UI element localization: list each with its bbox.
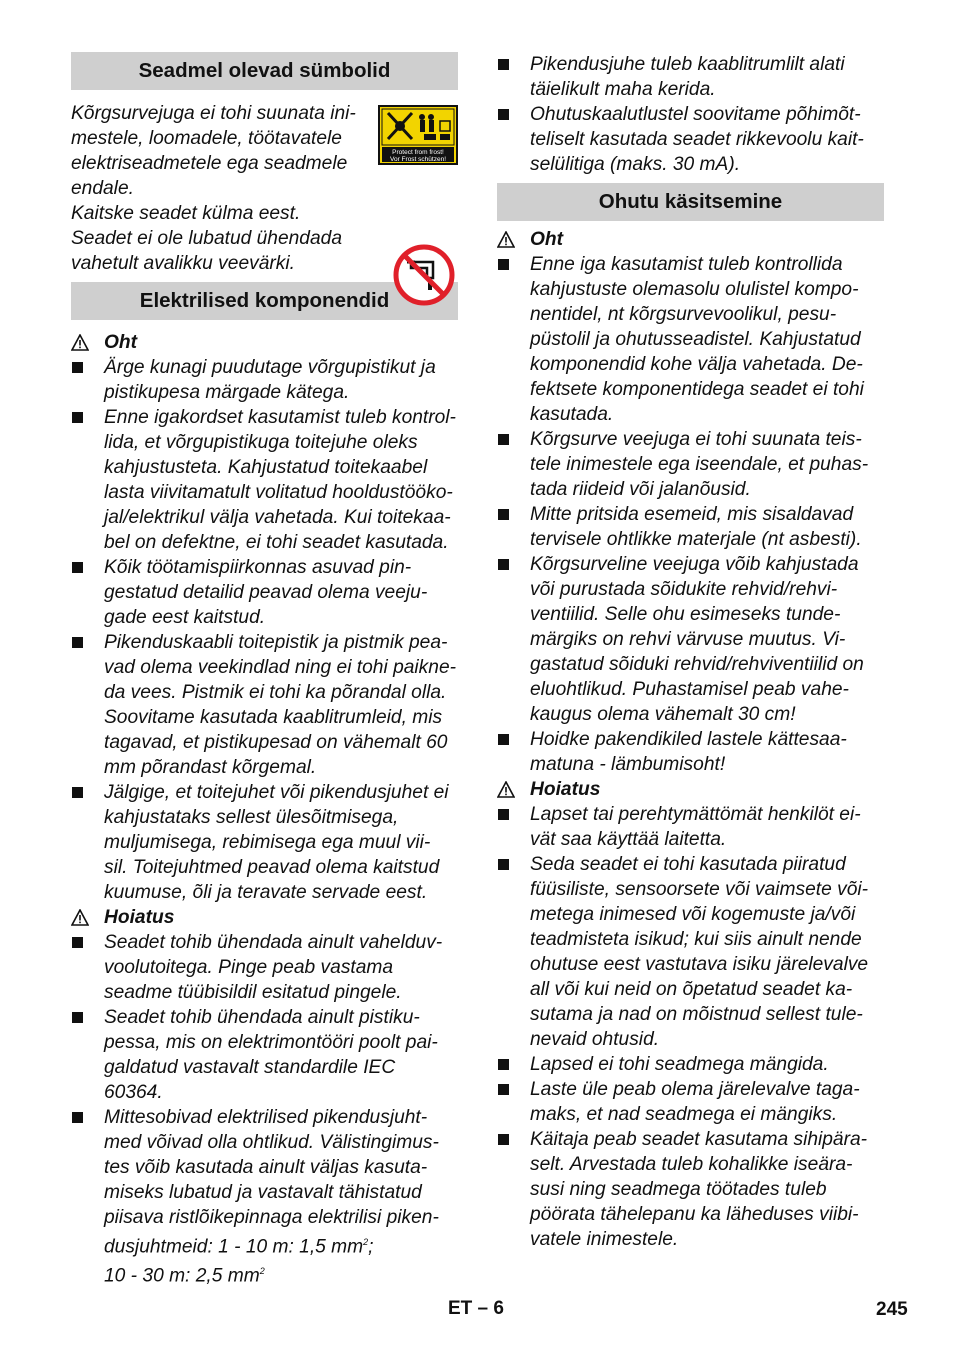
square-bullet-icon <box>72 562 83 573</box>
square-bullet-icon <box>498 259 509 270</box>
footer-section-label: ET – 6 <box>448 1298 504 1319</box>
list-item: Lapsed ei tohi seadmega mängida. <box>497 1052 884 1077</box>
list-item: Mitte pritsida esemeid, mis sisaldavad tervisele ohtlikke materjale (nt asbesti). <box>497 502 884 552</box>
list-item: Kõrgsurveline veejuga võib kahjustada või purustada sõidukite rehvid/rehvi- ventiilid. Selle ohu esimeseks tunde- märgiks on rehvi värvuse muutus. Vi- gastatud sõiduki rehvid/rehviventiilid on eluohtlikud. Puhastamisel peab vahe- kaugus olema vähemalt 30 cm! <box>497 552 884 727</box>
symbols-section <box>71 101 458 201</box>
square-bullet-icon <box>72 787 83 798</box>
list-item: Laste üle peab olema järelevalve taga- maks, et nad seadmega ei mängiks. <box>497 1077 884 1127</box>
square-bullet-icon <box>498 859 509 870</box>
symbols-heading: Seadmel olevad sümbolid <box>71 52 458 90</box>
safe-handling-heading: Ohutu käsitsemine <box>497 183 884 221</box>
list-item: Hoidke pakendikiled lastele kättesaa- matuna - lämbumisoht! <box>497 727 884 777</box>
list-item: Kõik töötamispiirkonnas asuvad pin- gestatud detailid peavad olema veeju- gade eest kaitstud. <box>71 555 458 630</box>
square-bullet-icon <box>498 1059 509 1070</box>
square-bullet-icon <box>498 809 509 820</box>
square-bullet-icon <box>498 1134 509 1145</box>
warning-triangle-icon <box>497 780 515 797</box>
square-bullet-icon <box>72 1012 83 1023</box>
square-bullet-icon <box>498 109 509 120</box>
square-bullet-icon <box>72 637 83 648</box>
square-bullet-icon <box>72 362 83 373</box>
list-item: Seadet tohib ühendada ainult vahelduv- voolutoitega. Pinge peab vastama seadme tüübisildil esitatud pingele. <box>71 930 458 1005</box>
no-direct-water-connection-symbol <box>393 244 455 306</box>
symbols-paragraph-2: Kaitske seadet külma eest. <box>71 203 301 224</box>
square-bullet-icon <box>498 509 509 520</box>
electrical-heading: Elektrilised komponendid <box>71 282 458 320</box>
footer-page-number: 245 <box>876 1299 908 1320</box>
list-item: Lapset tai perehtymättömät henkilöt ei- vät saa käyttää laitetta. <box>497 802 884 852</box>
symbols-paragraph-3: Seadet ei ole lubatud ühendada vahetult avalikku veevärki. <box>71 228 342 274</box>
symbols-paragraph-1: Kõrgsurvejuga ei tohi suunata ini- mestele, loomadele, töötavatele elektriseadmetele ega seadmele endale. <box>71 103 356 199</box>
oht-warning <box>71 330 458 355</box>
hoiatus-warning <box>71 905 458 930</box>
oht-warning <box>497 227 884 252</box>
list-item: Pikenduskaabli toitepistik ja pistmik pea- vad olema veekindlad ning ei tohi paikne- da vees. Pistmik ei tohi ka põrandal olla. Soovitame kasutada kaablitrumleid, mis tagavad, et pistikupesad on vähemalt 60 mm põrandast kõrgemal. <box>71 630 458 780</box>
list-item: Kõrgsurve veejuga ei tohi suunata teis- tele inimestele ega iseendale, et puhas- tada riideid või jalanõusid. <box>497 427 884 502</box>
list-item: Enne igakordset kasutamist tuleb kontrol- lida, et võrgupistikuga toitejuhe oleks kahjustusteta. Kahjustatud toitekaabel lasta viivitamatult volitatud hooldustööko- jal/elektrikul välja vahetada. Kui toitekaa- bel on defektne, ei tohi seadet kasutada. <box>71 405 458 555</box>
list-item: Ohutuskaalutlustel soovitame põhimõt- teliselt kasutada seadet rikkevoolu kait- selülitiga (maks. 30 mA). <box>497 102 884 177</box>
list-item: Jälgige, et toitejuhet või pikendusjuhet ei kahjustataks sellest ülesõitmisega, muljumisega, rebimisega ega muul vii- sil. Toitejuhtmed peavad olema kaitstud kuumuse, õli ja teravate servade eest. <box>71 780 458 905</box>
square-bullet-icon <box>498 1084 509 1095</box>
hoiatus-label: Hoiatus <box>530 779 601 800</box>
hoiatus-warning <box>497 777 884 802</box>
square-bullet-icon <box>72 1112 83 1123</box>
hoiatus-label: Hoiatus <box>104 907 175 928</box>
warning-triangle-icon <box>497 230 515 247</box>
left-column <box>71 52 458 1289</box>
warning-triangle-icon <box>71 333 89 350</box>
symbols-section-2 <box>71 226 458 276</box>
oht-label: Oht <box>530 229 564 250</box>
warning-triangle-icon <box>71 908 89 925</box>
list-item: Enne iga kasutamist tuleb kontrollida kahjustuste olemasolu olulistel kompo- nentidel, nt kõrgsurvevoolikul, pesu- püstolil ja ohutusseadistel. Kahjustatud komponendid kohe välja vahetada. De- fektsete komponentidega seadet ei tohi kasutada. <box>497 252 884 427</box>
square-bullet-icon <box>498 734 509 745</box>
square-bullet-icon <box>72 937 83 948</box>
square-bullet-icon <box>498 59 509 70</box>
protect-label-1: Protect from frost! <box>392 149 444 156</box>
list-item: Seda seadet ei tohi kasutada piiratud füüsiliste, sensoorsete või vaimsete või- metega inimesed või kogemuste ja/või teadmisteta isikud; kui siis ainult nende ohutuse eest vastutava isiku järelevalve all või kui neid on õpetatud seadet ka- sutama ja nad on mõistnud sellest tule- nevaid ohtusid. <box>497 852 884 1052</box>
high-pressure-warning-symbol <box>378 105 458 165</box>
square-bullet-icon <box>498 559 509 570</box>
oht-label: Oht <box>104 332 138 353</box>
square-bullet-icon <box>498 434 509 445</box>
square-bullet-icon <box>72 412 83 423</box>
list-item: Käitaja peab seadet kasutama sihipära- selt. Arvestada tuleb kohalikke iseära- susi ning seadmega töötades tuleb pöörata tähelepanu ka läheduses viibi- vatele inimestele. <box>497 1127 884 1252</box>
list-item: Seadet tohib ühendada ainult pistiku- pessa, mis on elektrimontööri poolt pai- galdatud vastavalt standardile IEC 60364. <box>71 1005 458 1105</box>
list-item: Pikendusjuhe tuleb kaablitrumlilt alati täielikult maha kerida. <box>497 52 884 102</box>
list-item: Ärge kunagi puudutage võrgupistikut ja pistikupesa märgade kätega. <box>71 355 458 405</box>
right-column <box>497 52 884 1252</box>
list-item: Mittesobivad elektrilised pikendusjuht- med võivad olla ohtlikud. Välistingimus- tes võib kasutada ainult väljas kasuta- miseks lubatud ja vastavalt tähistatud piisava ristlõikepinnaga elektrilisi piken- dusjuhtmeid: 1 - 10 m: 1,5 $mm^2$; 10 - 30 m: 2,5 $mm^2$ <box>71 1105 458 1289</box>
protect-label-2: Vor Frost schützen! <box>390 156 446 163</box>
